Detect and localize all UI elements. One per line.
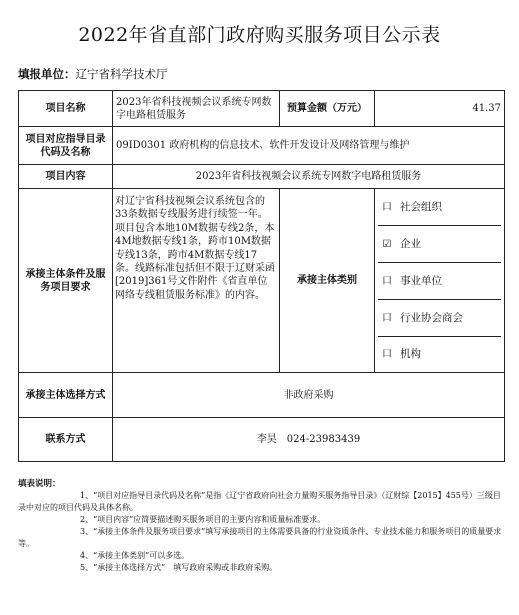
note-item: 1、“项目对应指导目录代码及名称”是指《辽宁省政府向社会力量购买服务指导目录》（辽财综【2015】455号）三级目录中对应的项目代码及具体名称。 [18, 491, 501, 512]
entity-type-enterprise [378, 226, 501, 263]
checkbox-icon: 口 [382, 312, 392, 324]
project-table [18, 90, 505, 462]
content-value: 2023年省科技视频会议系统专网数字电路租赁服务 [113, 165, 505, 189]
entity-type-agency [378, 337, 501, 372]
entity-type-industry-association [378, 300, 501, 337]
checkbox-icon: 口 [382, 201, 392, 213]
entity-type-label-text: 事业单位 [400, 274, 442, 287]
checkbox-icon: 口 [382, 275, 392, 287]
reporting-unit [18, 66, 168, 82]
page-title: 2022年省直部门政府购买服务项目公示表 [78, 24, 441, 46]
selection-method-label: 承接主体选择方式 [19, 373, 113, 418]
requirements-text: 对辽宁省科技视频会议系统包含的33条数据专线服务进行续签一年。项目包含本地10M数据专线2条，本4M地数据专线1条，跨市10M数据专线13条，跨市4M数据专线17条。线路标准包括但不限于辽财采函[2019]361号文件附件《省直单位网络专线租赁服务标准》的内容。 [115, 196, 275, 301]
entity-type-label-text: 社会组织 [400, 200, 442, 213]
note-item: 4、“承接主体类别”可以多选。 [80, 551, 190, 560]
entity-type-label-text: 机构 [400, 348, 421, 360]
requirements-label: 承接主体条件及服务项目要求 [19, 189, 113, 373]
entity-type-social-org [378, 189, 501, 226]
checkbox-icon: 口 [382, 349, 392, 360]
note-item: 3、“承接主体条件及服务项目要求”填写承接项目的主体需要具备的行业资质条件、专业技术能力和服务项目的质量要求等。 [18, 527, 502, 548]
entity-type-options [375, 189, 505, 373]
content-label: 项目内容 [19, 165, 113, 189]
entity-type-label-text: 企业 [400, 237, 421, 250]
budget-amount: 41.37 [375, 91, 505, 127]
guide-code-value: 09ID0301 政府机构的信息技术、软件开发设计及网络管理与维护 [113, 127, 505, 165]
guide-code-label: 项目对应指导目录代码及名称 [19, 127, 113, 165]
entity-type-label-text: 行业协会商会 [400, 311, 463, 324]
project-name-label: 项目名称 [19, 91, 113, 127]
selection-method-value: 非政府采购 [113, 373, 505, 418]
project-name-value: 2023年省科技视频会议系统专网数字电路租赁服务 [113, 91, 280, 127]
notes-heading: 填表说明： [18, 479, 61, 489]
note-item: 2、“项目内容”应简要描述购买服务项目的主要内容和质量标准要求。 [80, 515, 326, 524]
contact-label: 联系方式 [19, 418, 113, 462]
checked-checkbox-icon: ☑ [382, 238, 392, 250]
form-notes [18, 478, 504, 574]
entity-type-public-institution [378, 263, 501, 300]
budget-label: 预算金额（万元） [280, 91, 375, 127]
contact-value: 李昊 024-23983439 [113, 418, 505, 462]
reporting-unit-label: 填报单位： [18, 67, 76, 81]
entity-type-label: 承接主体类别 [280, 189, 375, 373]
note-item: 5、“承接主体选择方式” 填写政府采购或非政府采购。 [80, 563, 278, 572]
reporting-unit-value: 辽宁省科学技术厅 [75, 67, 168, 81]
